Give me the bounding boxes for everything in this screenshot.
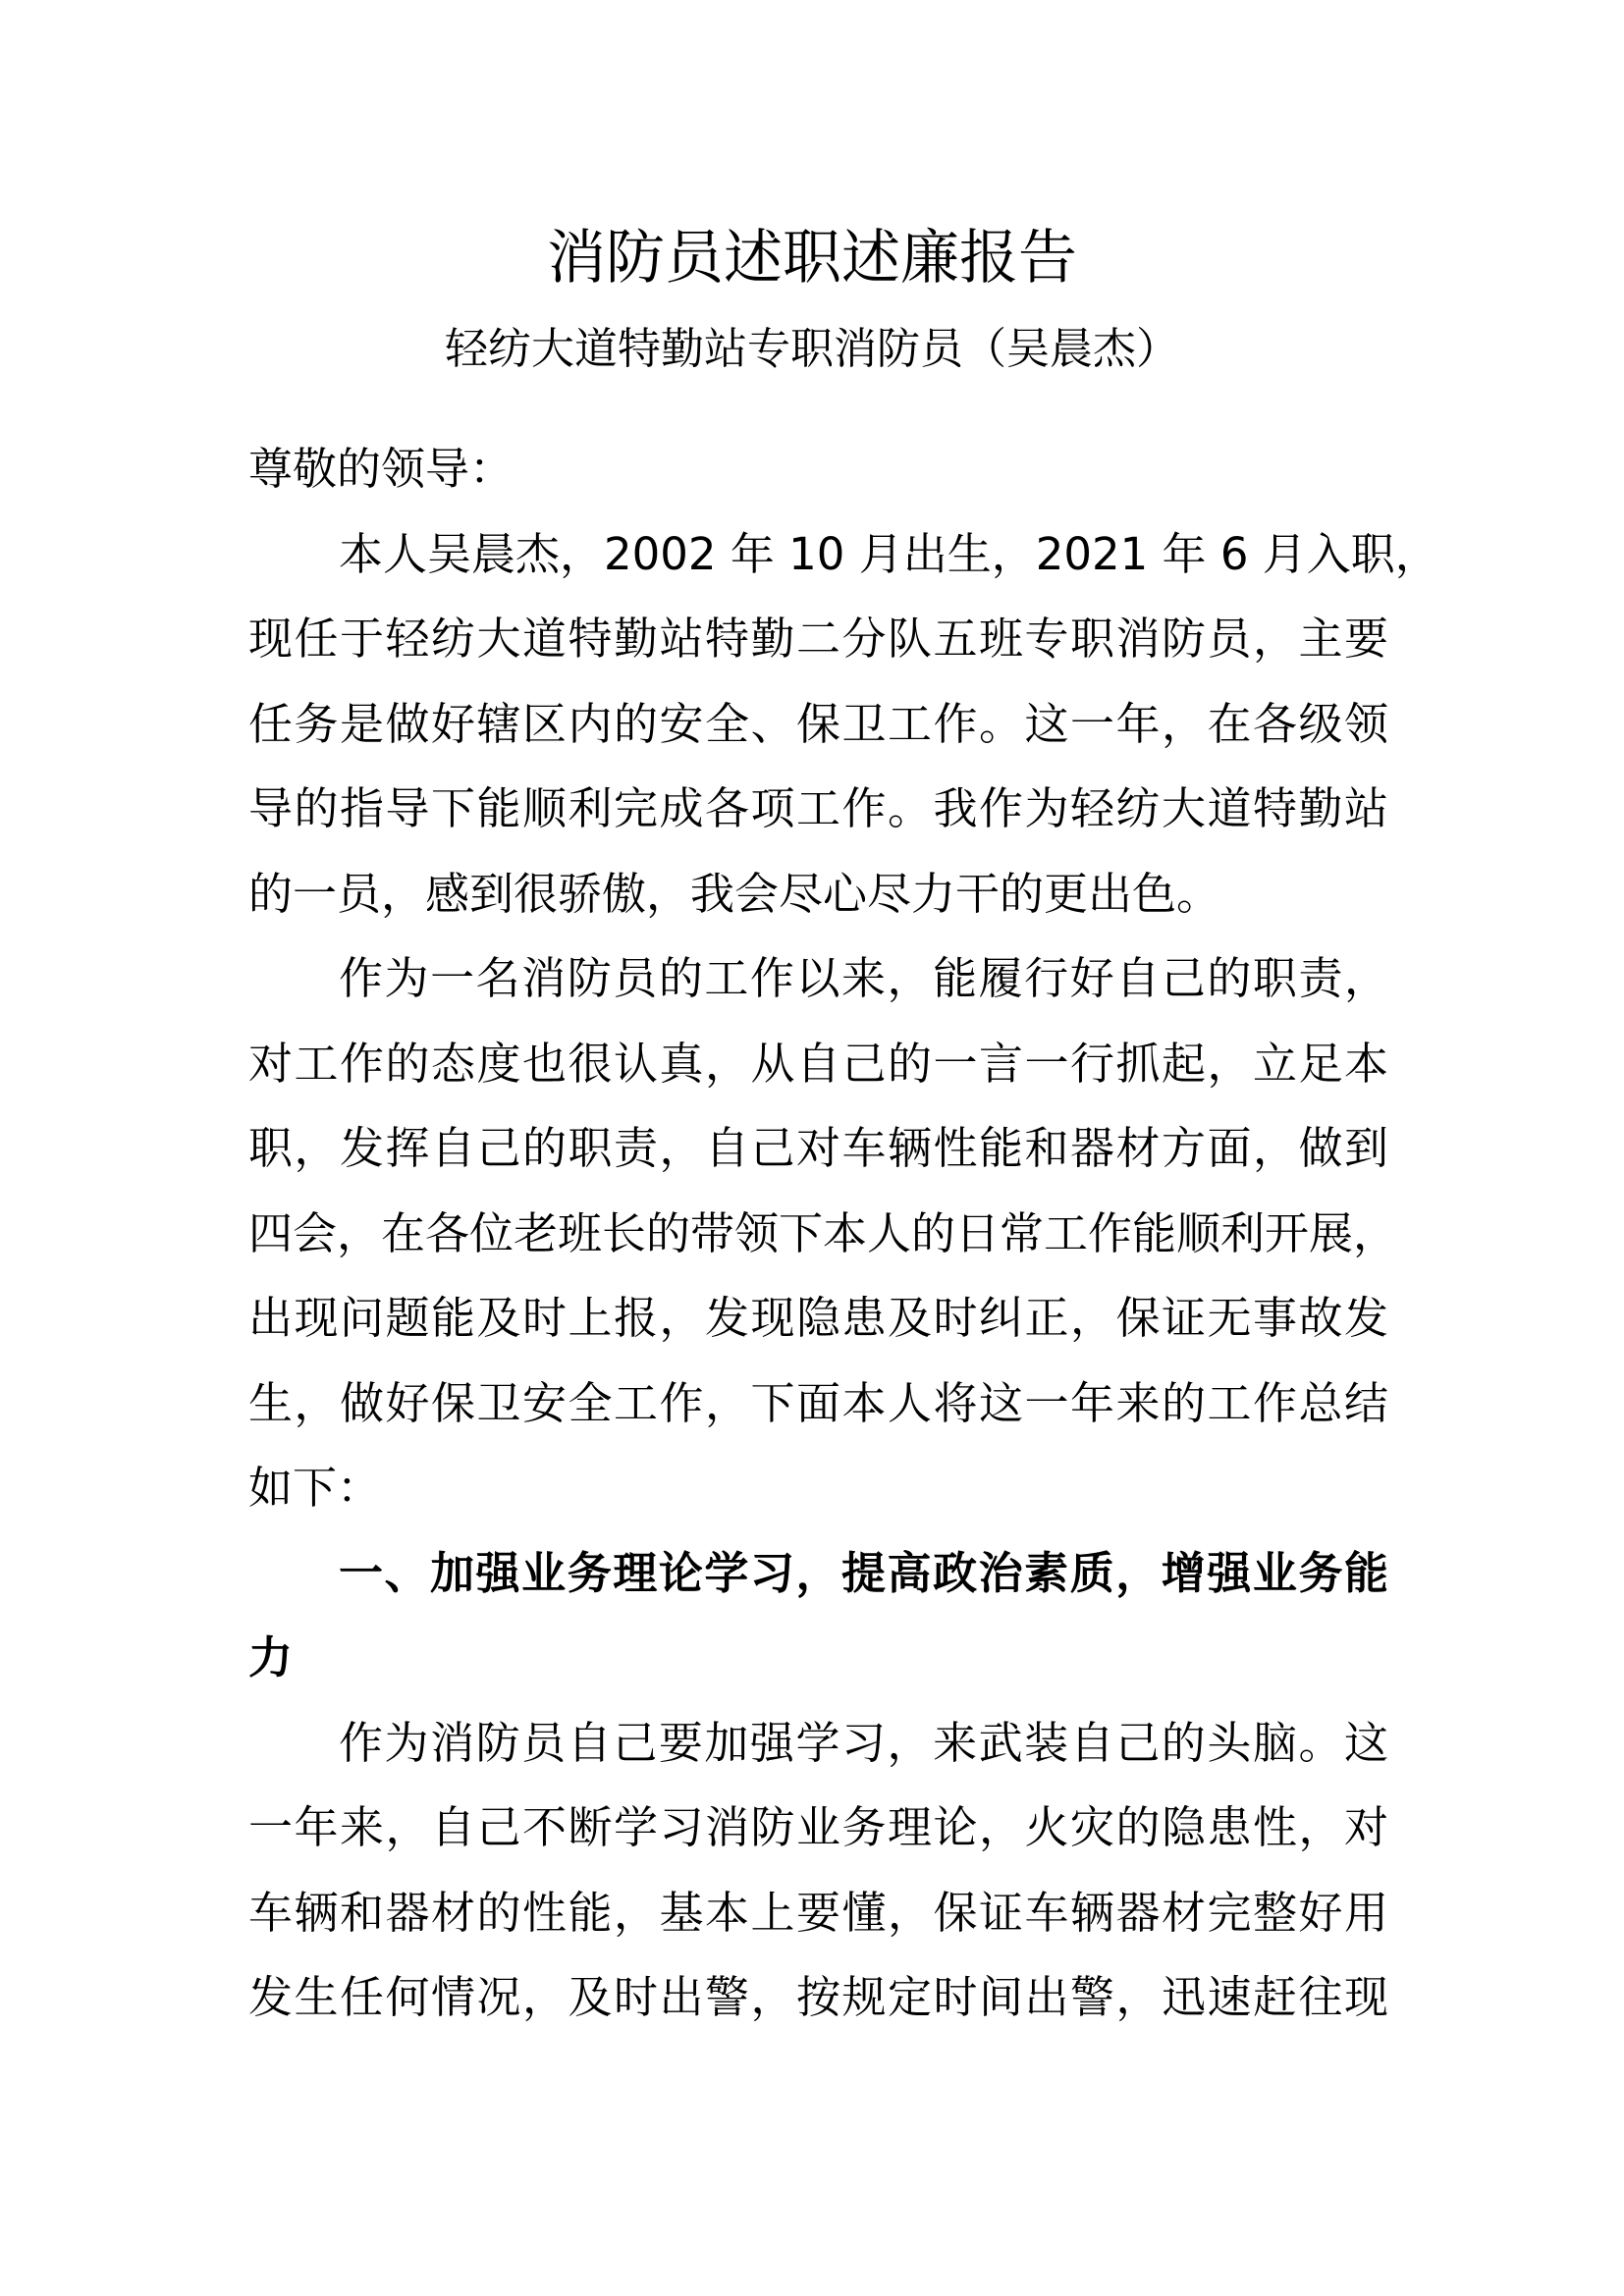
text-line: 一年来，自己不断学习消防业务理论，火灾的隐患性，对 [248, 1801, 1388, 1853]
text-line: 四会，在各位老班长的带领下本人的日常工作能顺利开展， [248, 1206, 1398, 1259]
text-line: 尊敬的领导： [248, 443, 514, 495]
text-line: 导的指导下能顺利完成各项工作。我作为轻纺大道特勤站 [248, 782, 1388, 834]
text-line: 职，发挥自己的职责，自己对车辆性能和器材方面，做到 [248, 1122, 1388, 1174]
text-line: 作为消防员自己要加强学习，来武装自己的头脑。这 [339, 1716, 1388, 1769]
text-line: 的一员，感到很骄傲，我会尽心尽力干的更出色。 [248, 867, 1221, 920]
document-subtitle: 轻纺大道特勤站专职消防员（吴晨杰） [445, 324, 1179, 374]
text-line: 一、加强业务理论学习，提高政治素质，增强业务能 [339, 1546, 1388, 1599]
text-line: 出现问题能及时上报，发现隐患及时纠正，保证无事故发 [248, 1292, 1388, 1344]
document-title: 消防员述职述廉报告 [547, 224, 1077, 293]
text-line: 力 [248, 1631, 294, 1683]
text-line: 发生任何情况，及时出警，按规定时间出警，迅速赶往现 [248, 1971, 1388, 2023]
text-line: 车辆和器材的性能，基本上要懂，保证车辆器材完整好用 [248, 1886, 1388, 1939]
text-line: 生，做好保卫安全工作，下面本人将这一年来的工作总结 [248, 1376, 1388, 1429]
text-line: 如下： [248, 1462, 382, 1514]
text-line: 现任于轻纺大道特勤站特勤二分队五班专职消防员，主要 [248, 613, 1388, 665]
text-line: 任务是做好辖区内的安全、保卫工作。这一年，在各级领 [248, 697, 1388, 750]
text-line: 本人吴晨杰，2002 年 10 月出生，2021 年 6 月入职， [339, 527, 1439, 580]
text-line: 对工作的态度也很认真，从自己的一言一行抓起，立足本 [248, 1037, 1388, 1090]
text-line: 作为一名消防员的工作以来，能履行好自己的职责， [339, 952, 1388, 1004]
